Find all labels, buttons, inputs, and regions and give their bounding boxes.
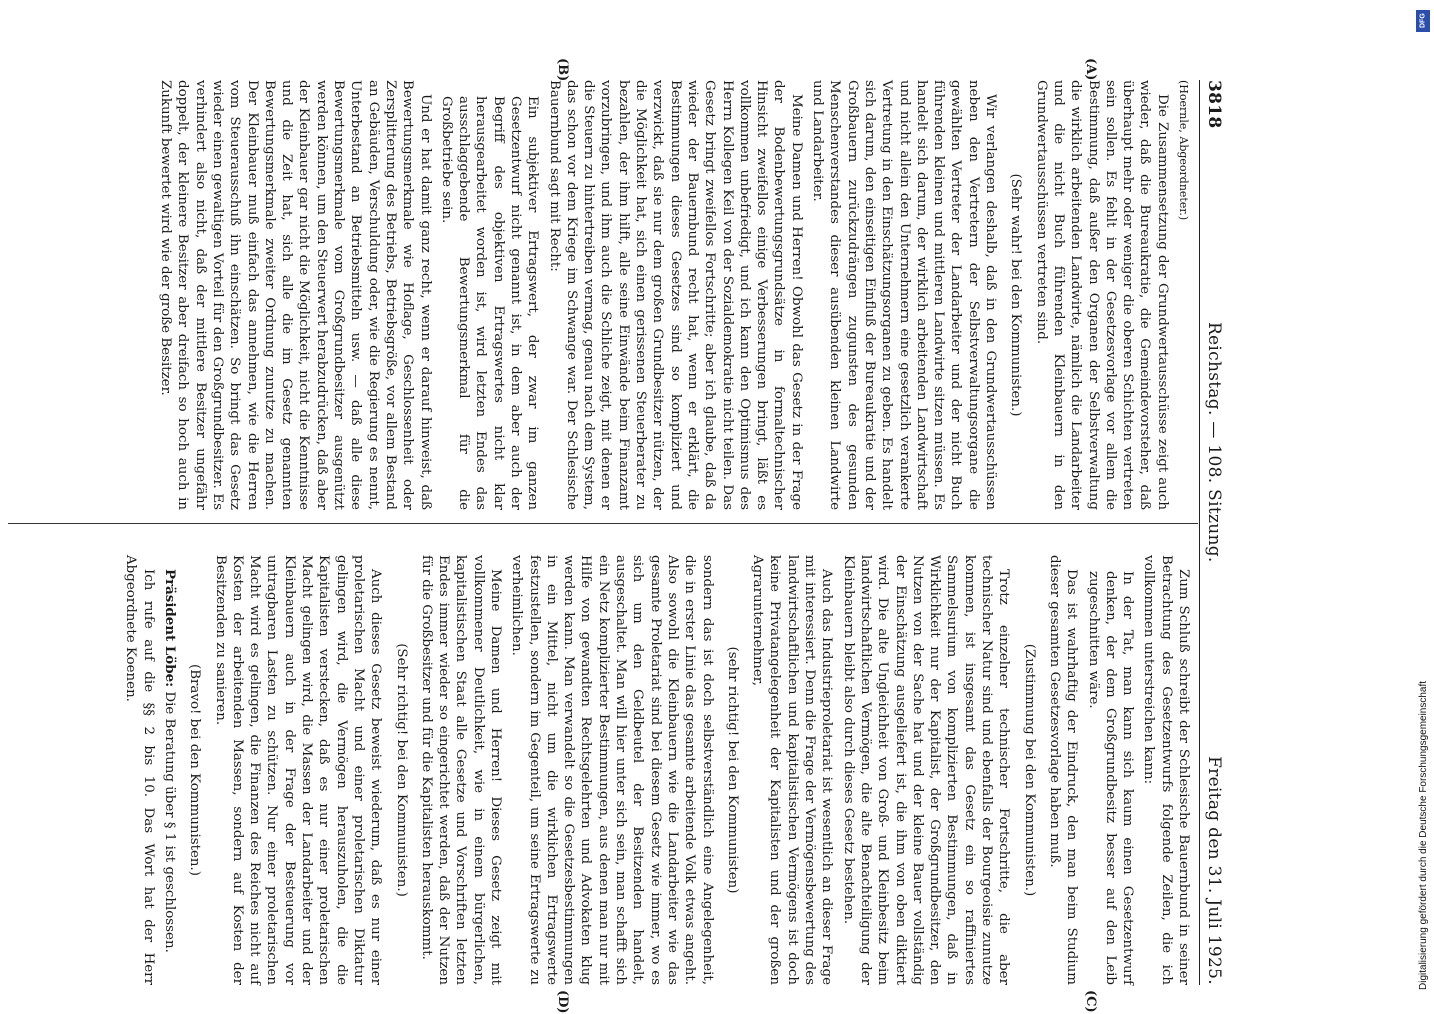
left-column <box>12 80 1192 510</box>
digitization-credit: Digitalisierung gefördert durch die Deutsche Forschungsgemeinschaft <box>1418 680 1429 990</box>
speaker-name: Präsident Löbe: <box>161 569 178 688</box>
president-statement <box>161 555 178 985</box>
statement-text: Die Beratung über § 1 ist geschlossen. <box>161 691 177 953</box>
margin-marker-c: (C) <box>1083 990 1098 1013</box>
paragraph: sondern das ist doch selbstverständlich eine Angelegenheit, die in erster Linie das gesamte arbeitende Volk etwas angeht. Also sowohl die Kleinbauern wie die Landarbeiter wie das gesamte Proletariat sind bei diesem Gesetz wie immer, wo es sich um den Geldbeutel der Besitzenden handelt, ausgeschaltet. Man will hier unter sich sein, man schafft sich ein Netz komplizierter Bestimmungen, aus denen man nur mit Hilfe von gewandten Rechtsgelehrten und Advokaten klug werden kann. Man verwandelt so die Gesetzesbestimmungen in ein Mittel, nicht um die wirklichen Ertragswerte festzustellen, sondern im Gegenteil, um seine Ertragswerte zu verheimlichen. <box>509 555 715 985</box>
right-column <box>12 555 1192 985</box>
paragraph: Meine Damen und Herren! Dieses Gesetz zeigt mit vollkommener Deutlichkeit, wie in einem bürgerlichen, kapitalistischen Staat alle Gesetze und Vorschriften letzten Endes immer wieder so eingerichtet werden, daß der Nutzen für die Großbesitzer und für die Kapitalisten herauskommt. <box>418 555 504 985</box>
speaker-label: (Hoernle, Abgeordneter.) <box>1177 80 1190 221</box>
dfg-logo: DFG <box>1416 10 1430 32</box>
paragraph: Meine Damen und Herren! Obwohl das Gesetz in der Frage der Bodenbewertungsgrundsätze in formaltechnischer Hinsicht zweifellos einige Verbesserungen bringt, läßt es vollkommen unbefriedigt, und ich kann den Optimismus des Herrn Kollegen Keil von der Sozialdemokratie nicht teilen. Das Gesetz bringt zweifellos Fortschritte; aber ich glaube, daß da wieder der Bauernbund recht hat, wenn er erklärt, die Bestimmungen dieses Gesetzes sind so kompliziert und verzwickt, daß sie nur dem großen Grundbesitzer nützen, der die Möglichkeit hat, sich einen gerissenen Steuerberater zu bezahlen, der ihm hilft, alle seine Einwände beim Finanzamt vorzubringen, und ihm auch die Schliche zeigt, mit denen er die Steuern zu hintertreiben vermag, genau nach dem System, das schon vor dem Kriege im Schwange war. Der Schlesische Bauernbund sagt mit Recht: <box>546 80 804 510</box>
paragraph: Und er hat damit ganz recht, wenn er darauf hinweist, daß Bewertungsmerkmale wie Hoflage, Geschlossenheit oder Zersplitterung des Betriebs, Betriebsgröße, vor allem Bestand an Gebäuden, Verschuldung oder, wie die Regierung es nennt, Unterbestand an Betriebsmitteln usw. — daß alle diese Bewertungsmerkmale vom Großgrundbesitzer ausgenützt werden können, um den Steuerwert herabzudrücken, daß aber der Kleinbauer gar nicht die Möglichkeit, nicht die Kenntnisse und die Zeit hat, sich alle die im Gesetz genannten Bewertungsmerkmale zweiter Ordnung zunutze zu machen. Der Kleinbauer muß einfach das annehmen, wie die Herren vom Steuerausschuß ihn einschätzen. So bringt das Gesetz wieder einen gewaltigen Vorteil für den Großgrundbesitzer. Es verhindert also nicht, daß der mittlere Besitzer ungefähr doppelt, der kleinere Besitzer aber dreifach so hoch auch in Zukunft bewertet wird wie der große Besitzer. <box>158 80 433 510</box>
header-rule <box>1199 80 1200 985</box>
interjection: (Sehr richtig! bei den Kommunisten.) <box>393 643 409 897</box>
paragraph: Auch dieses Gesetz beweist wiederum, daß es nur einer proletarischen Macht und einer proletarischen Diktatur gelingen wird, die Vermögen herauszuholen, die die Kapitalisten verstecken, daß es nur einer proletarischen Macht gelingen wird, die Massen der Landarbeiter und der Kleinbauern auch in der Frage der Besteuerung vor untragbaren Lasten zu schützen. Nur einer proletarischen Macht wird es gelingen, die Finanzen des Reiches nicht auf Kosten der arbeitenden Massen, sondern auf Kosten der Besitzenden zu sanieren. <box>212 555 384 985</box>
page-number: 3818 <box>1204 80 1224 129</box>
paragraph: Zum Schluß schreibt der Schlesische Bauernbund in seiner Betrachtung des Gesetzentwurfs folgende Zeilen, die ich vollkommen unterstreichen kann: <box>1141 555 1191 985</box>
margin-marker-b: (B) <box>555 58 570 82</box>
margin-marker-d: (D) <box>555 990 570 1014</box>
paragraph: Auch das Industrieproletariat ist wesentlich an dieser Frage mit interessiert. Denn die Frage der Vermögensbewertung des landwirtschaftlichen und kapitalistischen Vermögens ist doch keine Privatangelegenheit der Kapitalisten und der großen Agrarunternehmer, <box>750 555 835 985</box>
page-header <box>1204 80 1240 985</box>
interjection: (Bravo! bei den Kommunisten.) <box>187 663 203 877</box>
paragraph: Wir verlangen deshalb, daß in den Grundwertausschüssen neben den Vertretern der Selbstverwaltungsorgane die gewählten Vertreter der Landarbeiter und der nicht Buch führenden kleinen und mittleren Landwirte sitzen müssen. Es handelt sich darum, der wirklich arbeitenden Landwirtschaft und nicht allein den Unternehmern eine gesetzlich verankerte Vertretung in den Einschätzungsorganen zu geben. Es handelt sich darum, den einseitigen Einfluß der Bureaukratie und der Großbauern zurückzudrängen zugunsten des gesunden Menschenverstandes dieser ausübenden kleinen Landwirte und Landarbeiter. <box>810 80 999 510</box>
paragraph: Ich rufe auf die §§ 2 bis 10. Das Wort hat der Herr Abgeordnete Koenen. <box>123 555 156 985</box>
paragraph: Trotz einzelner technischer Fortschritte, die aber technischer Natur sind und ebenfalls der Bourgeoisie zunutze kommen, ist insgesamt das Gesetz ein so raffiniertes Sammelsurium von komplizierten Bestimmungen, daß in Wirklichkeit nur der Kapitalist, der Großgrundbesitzer, den Nutzen von der Sache hat und der kleine Bauer vollständig der Einschätzung ausgeliefert ist, die ihm von oben diktiert wird. Die alte Ungleichheit von Groß- und Kleinbesitz beim landwirtschaftlichen Vermögen, die alte Benachteiligung der Kleinbauern bleibt also durch dieses Gesetz bestehen. <box>840 555 1012 985</box>
paragraph: Das ist wahrhaftig der Eindruck, den man beim Studium dieser gesamten Gesetzesvorlage haben muß. <box>1046 555 1080 985</box>
interjection: (Sehr wahr! bei den Kommunisten.) <box>1008 173 1024 417</box>
interjection: (Zustimmung bei den Kommunisten.) <box>1021 643 1037 897</box>
column-divider <box>8 523 1198 524</box>
interjection: (sehr richtig! bei den Kommunisten) <box>724 646 740 894</box>
session-title: Reichstag. — 108. Sitzung. <box>1204 321 1224 563</box>
quotation: In der Tat, man kann sich kaum einen Gesetzentwurf denken, der dem Großgrundbesitz besser auf den Leib zugeschnitten wäre. <box>1085 571 1136 985</box>
quotation: Ein subjektiver Ertragswert, der zwar im ganzen Gesetzentwurf nicht genannt ist, in dem aber auch der Begriff des objektiven Ertragswertes nicht klar herausgearbeitet worden ist, wird letzten Endes das ausschlaggebende Bewertungsmerkmal für die Großbetriebe sein. <box>438 96 541 510</box>
margin-marker-a: (A) <box>1083 58 1098 81</box>
paragraph: Die Zusammensetzung der Grundwertausschüsse zeigt auch wieder, daß die Bureaukratie, die Gemeindevorsteher, daß überhaupt mehr oder weniger die oberen Schichten vertreten sein sollen. Es fehlt in der Gesetzesvorlage vor allem die Bestimmung, daß außer den Organen der Selbstverwaltung die wirklich arbeitenden Landwirte, nämlich die Landarbeiter und die nicht Buch führenden Kleinbauern in den Grundwertausschüssen vertreten sind. <box>1033 80 1170 510</box>
session-date: Freitag den 31. Juli 1925. <box>1204 756 1224 985</box>
